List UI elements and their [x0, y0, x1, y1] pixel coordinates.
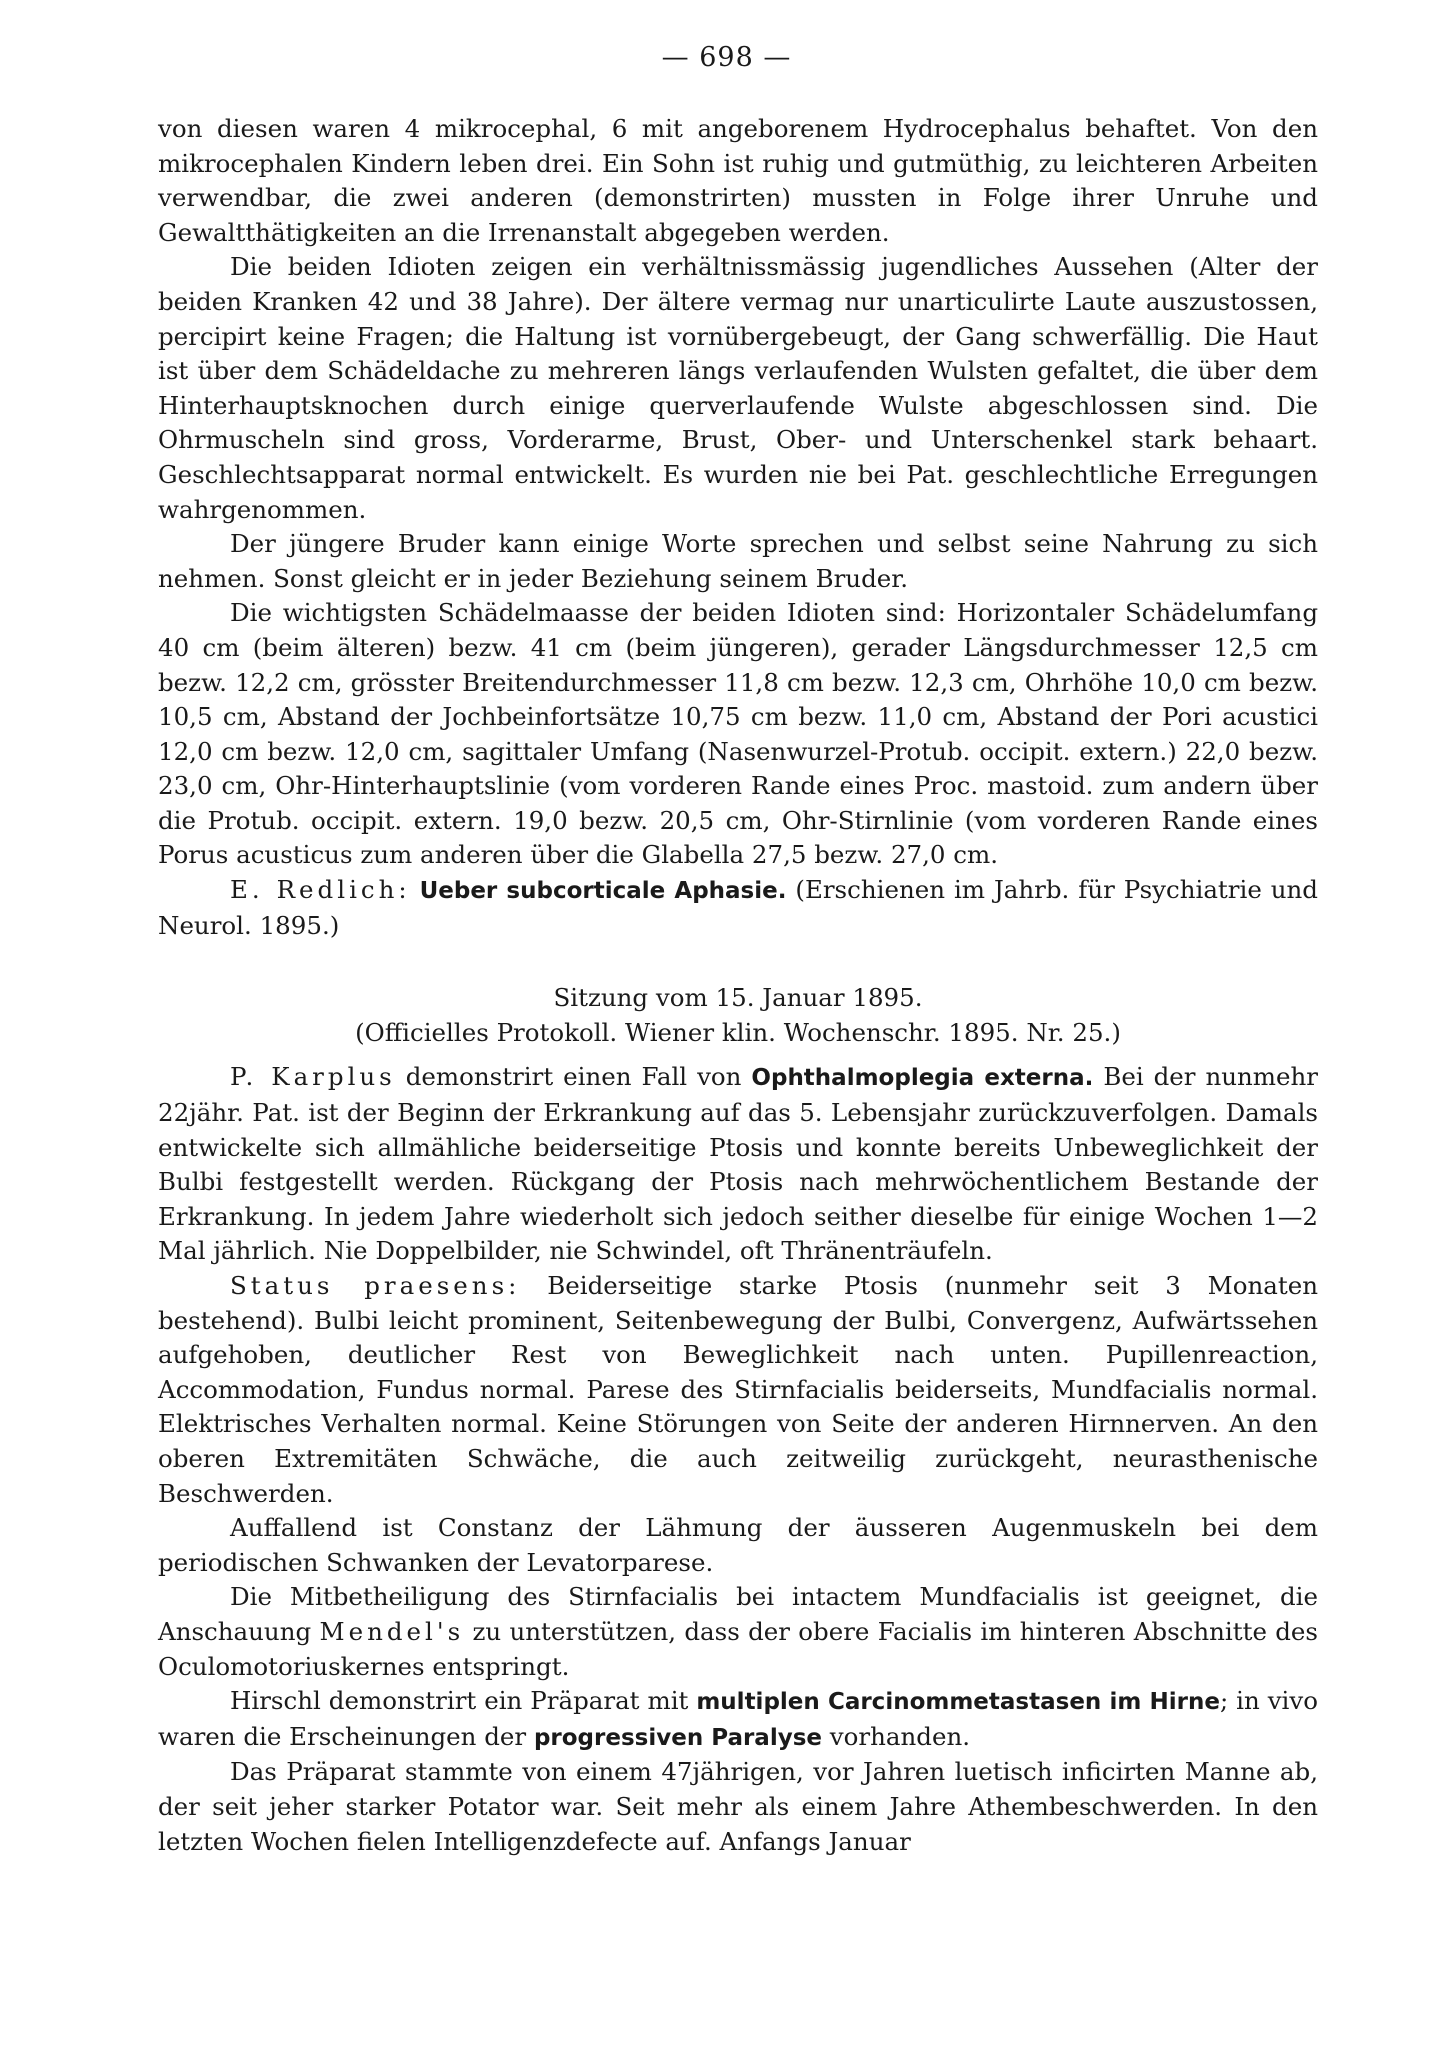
- title-subcorticale-aphasie: Ueber subcorticale Aphasie.: [419, 878, 787, 905]
- paragraph-praeparat: Das Präparat stammte von einem 47jährigen, vor Jahren luetisch inficirten Manne ab, der seit jeher starker Potator war. Seit mehr als einem Jahre Athembeschwerden. In den letzten Wochen fielen Intelligenzdefecte auf. Anfangs Januar: [158, 1757, 1318, 1856]
- karplus-text-a: demonstrirt einen Fall von: [405, 1062, 742, 1092]
- paragraph-auffallend: Auffallend ist Constanz der Lähmung der äusseren Augenmuskeln bei dem periodischen Schwanken der Levatorparese.: [158, 1513, 1318, 1577]
- status-praesens-text: Beiderseitige starke Ptosis (nunmehr seit 3 Monaten bestehend). Bulbi leicht prominent, Seitenbewegung der Bulbi, Convergenz, Aufwärtssehen aufgehoben, deutlicher Rest von Beweglichkeit nach unten. Pupillenreaction, Accommodation, Fundus normal. Parese des Stirnfacialis beiderseits, Mundfacialis normal. Elektrisches Verhalten normal. Keine Störungen von Seite der anderen Hirnnerven. An den oberen Extremitäten Schwäche, die auch zeitweilig zurückgeht, neurasthenische Beschwerden.: [158, 1271, 1318, 1508]
- author-hirschl: Hirschl: [230, 1686, 321, 1716]
- karplus-text-b: Bei der nunmehr 22jähr. Pat. ist der Beginn der Erkrankung auf das 5. Lebensjahr zurückzuverfolgen. Damals entwickelte sich allmähliche beiderseitige Ptosis und konnte bereits Unbeweglichkeit der Bulbi festgestellt werden. Rückgang der Ptosis nach mehrwöchentlichem Bestande der Erkrankung. In jedem Jahre wiederholt sich jedoch seither dieselbe für einige Wochen 1—2 Mal jährlich. Nie Doppelbilder, nie Schwindel, oft Thränenträufeln.: [158, 1062, 1319, 1266]
- body-text: [158, 112, 1318, 1859]
- author-karplus: P. Karplus: [230, 1062, 396, 1092]
- paragraph-mitbetheiligung: [158, 1580, 1318, 1684]
- paragraph-schaedelmaasse: Die wichtigsten Schädelmaasse der beiden Idioten sind: Horizontaler Schädelumfang 40 cm (beim älteren) bezw. 41 cm (beim jüngeren), gerader Längsdurchmesser 12,5 cm bezw. 12,2 cm, grösster Breitendurchmesser 11,8 cm bezw. 12,3 cm, Ohrhöhe 10,0 cm bezw. 10,5 cm, Abstand der Jochbeinfortsätze 10,75 cm bezw. 11,0 cm, Abstand der Pori acustici 12,0 cm bezw. 12,0 cm, sagittaler Umfang (Nasenwurzel-Protub. occipit. extern.) 22,0 bezw. 23,0 cm, Ohr-Hinterhauptslinie (vom vorderen Rande eines Proc. mastoid. zum andern über die Protub. occipit. extern. 19,0 bezw. 20,5 cm, Ohr-Stirnlinie (vom vorderen Rande eines Porus acusticus zum anderen über die Glabella 27,5 bezw. 27,0 cm.: [158, 598, 1318, 870]
- publication-note: (Erschienen im Jahrb. für Psychiatrie und Neurol. 1895.): [158, 875, 1318, 940]
- mitbetheiligung-text-b: zu unterstützen, dass der obere Facialis im hinteren Abschnitte des Oculomotoriuskernes entspringt.: [158, 1616, 1318, 1681]
- hirschl-text-a: demonstrirt ein Präparat mit: [328, 1686, 689, 1716]
- session-protocol-note: (Officielles Protokoll. Wiener klin. Wochenschr. 1895. Nr. 25.): [355, 1017, 1121, 1047]
- session-heading: Sitzung vom 15. Januar 1895.: [553, 983, 923, 1013]
- paragraph-status-praesens: [158, 1269, 1318, 1511]
- author-redlich: E. Redlich:: [230, 875, 411, 905]
- paragraph-juengerer-bruder: Der jüngere Bruder kann einige Worte sprechen und selbst seine Nahrung zu sich nehmen. Sonst gleicht er in jeder Beziehung seinem Bruder.: [158, 529, 1318, 593]
- paragraph-redlich: [158, 873, 1318, 943]
- term-progressive-paralyse: progressiven Paralyse: [533, 1724, 822, 1751]
- paragraph-karplus: [158, 1060, 1318, 1269]
- name-mendel: Mendel's: [319, 1616, 465, 1646]
- hirschl-text-c: vorhanden.: [829, 1721, 971, 1751]
- paragraph-hirschl: [158, 1684, 1318, 1755]
- term-ophthalmoplegia: Ophthalmoplegia externa.: [751, 1065, 1094, 1092]
- mitbetheiligung-text-a: Die Mitbetheiligung des Stirnfacialis bei intactem Mundfacialis ist geeignet, die Anschauung: [158, 1582, 1318, 1646]
- hirschl-text-b: ; in vivo waren die Erscheinungen der: [158, 1686, 1318, 1751]
- term-carcinommetastasen: multiplen Carcinommetastasen im Hirne: [696, 1689, 1220, 1716]
- status-praesens-label: Status praesens:: [230, 1271, 521, 1300]
- paragraph-idioten-aussehen: Die beiden Idioten zeigen ein verhältnissmässig jugendliches Aussehen (Alter der beiden Kranken 42 und 38 Jahre). Der ältere vermag nur unarticulirte Laute auszustossen, percipirt keine Fragen; die Haltung ist vornübergebeugt, der Gang schwerfällig. Die Haut ist über dem Schädeldache zu mehreren längs verlaufenden Wulsten gefaltet, die über dem Hinterhauptsknochen durch einige querverlaufende Wulste abgeschlossen sind. Die Ohrmuscheln sind gross, Vorderarme, Brust, Ober- und Unterschenkel stark behaart. Geschlechtsapparat normal entwickelt. Es wurden nie bei Pat. geschlechtliche Erregungen wahrgenommen.: [158, 252, 1318, 524]
- paragraph-continuation: von diesen waren 4 mikrocephal, 6 mit angeborenem Hydrocephalus behaftet. Von den mikrocephalen Kindern leben drei. Ein Sohn ist ruhig und gutmüthig, zu leichteren Arbeiten verwendbar, die zwei anderen (demonstrirten) mussten in Folge ihrer Unruhe und Gewaltthätigkeiten an die Irrenanstalt abgegeben werden.: [158, 114, 1318, 247]
- page-number: — 698 —: [661, 42, 792, 73]
